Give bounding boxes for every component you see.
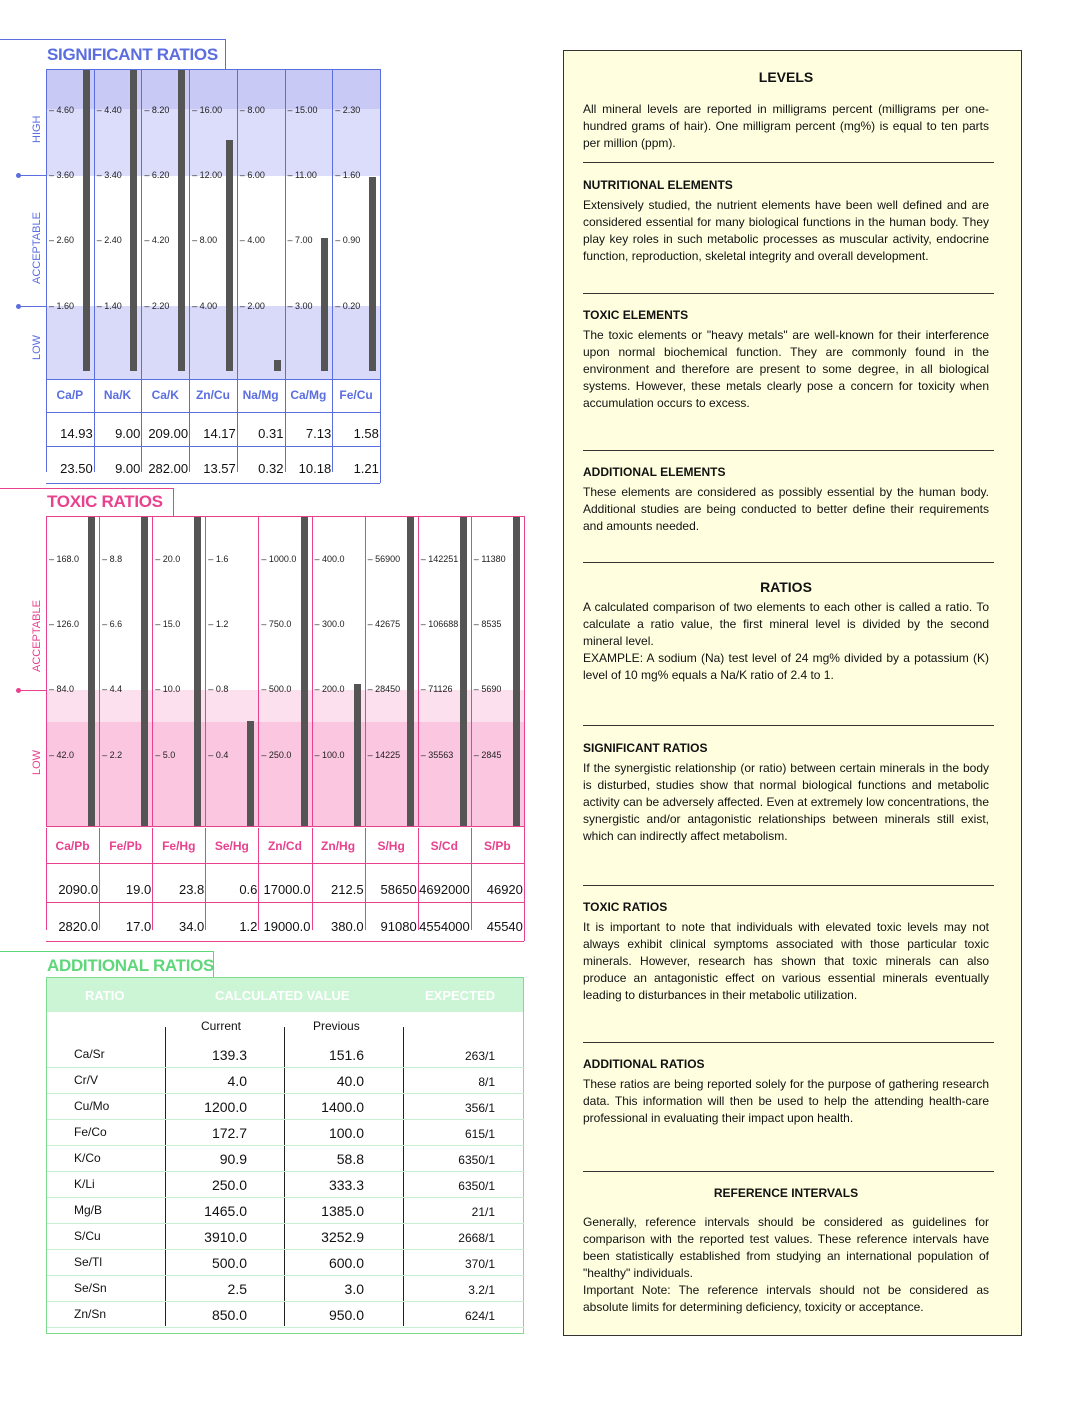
- category-label: Zn/Hg: [321, 839, 356, 853]
- category-label: Ca/Mg: [290, 388, 327, 402]
- ratio-bar: [301, 516, 308, 826]
- previous-value: 23.50: [60, 461, 93, 476]
- current-value: 500.0: [211, 1255, 247, 1271]
- reference-intervals-block: [583, 1214, 989, 1316]
- column-divider: [332, 69, 333, 379]
- previous-value: 40.0: [336, 1073, 364, 1089]
- current-value: 14.17: [203, 426, 236, 441]
- info-panel: [563, 50, 1022, 1336]
- additional-elements-title: ADDITIONAL ELEMENTS: [583, 465, 726, 479]
- previous-value: 151.6: [328, 1047, 364, 1063]
- expected-value: 624/1: [464, 1309, 495, 1323]
- high-zone: [46, 69, 380, 109]
- tox-title-underline: [0, 488, 173, 489]
- previous-value: 45540: [486, 919, 523, 934]
- tick-label: – 750.0: [261, 619, 292, 629]
- category-label: S/Pb: [484, 839, 511, 853]
- previous-value: 3252.9: [321, 1229, 364, 1245]
- subheader-current: Current: [201, 1019, 242, 1033]
- tick-label: – 11.00: [287, 170, 317, 180]
- sig-marker-lower: [18, 306, 46, 307]
- row-divider: [47, 1249, 524, 1250]
- significant-ratios-info-title: SIGNIFICANT RATIOS: [583, 741, 708, 755]
- low-zone-fade: [46, 690, 524, 722]
- tick-label: – 3.60: [49, 170, 75, 180]
- tox-zone-acceptable: ACCEPTABLE: [31, 600, 43, 672]
- expected-value: 6350/1: [458, 1179, 495, 1193]
- row-divider: [47, 1327, 524, 1328]
- row-divider: [47, 1171, 524, 1172]
- value-row-border: [46, 483, 380, 484]
- add-title-rightline: [213, 951, 214, 977]
- tick-label: – 1.60: [49, 301, 75, 311]
- additional-ratios-info-title: ADDITIONAL RATIOS: [583, 1057, 705, 1071]
- tick-label: – 12.00: [192, 170, 223, 180]
- value-divider: [46, 377, 47, 472]
- significant-ratios-text: If the synergistic relationship (or ratio) between certain minerals in the body is disturbed, studies show that normal biological functions and metabolic activity can be adversely affected. Even at extremely low concentrations, the synergistic and/or antagonistic relationships between minerals still exist, which can indirectly affect metabolism.: [583, 761, 989, 843]
- current-value: 23.8: [178, 882, 205, 897]
- toxic-ratios-block: [583, 900, 989, 1004]
- chart-bottom-border: [46, 379, 380, 380]
- nutritional-text: Extensively studied, the nutrient elements have been well defined and are considered essential for many biological functions in the human body. They play key roles in such metabolic processes as muscular activity, endocrine function, reproduction, skeletal integrity and overall development.: [583, 198, 989, 263]
- category-label: Fe/Hg: [162, 839, 196, 853]
- value-row-border: [46, 941, 524, 942]
- value-divider: [365, 828, 366, 930]
- divider: [583, 1171, 994, 1172]
- divider: [583, 293, 994, 294]
- reference-intervals-note: Important Note: The reference intervals should not be considered as absolute limits for determining deficiency, toxicity or acceptance.: [583, 1283, 989, 1314]
- tick-label: – 106688: [420, 619, 459, 629]
- tick-label: – 2.30: [335, 105, 361, 115]
- row-divider: [47, 1223, 524, 1224]
- current-value: 2090.0: [58, 882, 99, 897]
- row-divider: [47, 1197, 524, 1198]
- acceptable-zone: [46, 516, 524, 690]
- toxic-ratios-title: TOXIC RATIOS: [47, 492, 163, 511]
- tick-label: – 11380: [473, 554, 506, 564]
- value-divider: [189, 377, 190, 472]
- value-divider: [99, 828, 100, 930]
- tick-label: – 15.0: [155, 619, 181, 629]
- category-label: Zn/Cd: [267, 839, 302, 853]
- previous-value: 282.00: [148, 461, 189, 476]
- ratio-bar: [321, 238, 328, 371]
- ratio-bar: [141, 516, 148, 826]
- column-divider: [418, 516, 419, 826]
- tick-label: – 168.0: [49, 554, 80, 564]
- tick-label: – 2.40: [96, 235, 122, 245]
- tick-label: – 8.00: [239, 105, 265, 115]
- previous-value: 10.18: [298, 461, 332, 476]
- tick-label: – 84.0: [49, 684, 75, 694]
- additional-ratios-block: [583, 1057, 989, 1127]
- current-value: 172.7: [211, 1125, 247, 1141]
- previous-value: 3.0: [344, 1281, 364, 1297]
- tick-label: – 8.8: [102, 554, 123, 564]
- expected-value: 2668/1: [458, 1231, 495, 1245]
- tick-label: – 0.8: [208, 684, 229, 694]
- column-divider: [365, 516, 366, 826]
- row-divider: [47, 1145, 524, 1146]
- value-divider: [312, 828, 313, 930]
- previous-value: 34.0: [178, 919, 205, 934]
- previous-value: 1.2: [239, 919, 258, 934]
- current-value: 209.00: [148, 426, 189, 441]
- ratio-bar: [83, 69, 90, 371]
- current-value: 4692000: [419, 882, 470, 897]
- divider: [583, 725, 994, 726]
- tick-label: – 20.0: [155, 554, 181, 564]
- levels-text: All mineral levels are reported in milligrams percent (milligrams per one-hundred grams of hair). One milligram percent (mg%) is equal to ten parts per million (ppm).: [583, 102, 989, 150]
- tick-label: – 71126: [420, 684, 453, 694]
- low-zone: [46, 306, 380, 379]
- current-value: 7.13: [305, 426, 332, 441]
- value-divider: [94, 377, 95, 472]
- current-value: 46920: [486, 882, 523, 897]
- ratio-bar: [354, 684, 361, 826]
- current-value: 139.3: [211, 1047, 247, 1063]
- label-row-border: [46, 863, 524, 864]
- previous-value: 91080: [380, 919, 417, 934]
- nutritional-block: [583, 178, 989, 265]
- ratio-name: Zn/Sn: [74, 1307, 107, 1321]
- tick-label: – 16.00: [192, 105, 223, 115]
- ratio-bar: [513, 516, 520, 826]
- divider: [583, 450, 994, 451]
- expected-value: 21/1: [471, 1205, 495, 1219]
- ratio-bar: [369, 177, 376, 371]
- category-label: Ca/Pb: [55, 839, 90, 853]
- tick-label: – 4.00: [239, 235, 265, 245]
- category-label: Na/Mg: [242, 388, 279, 402]
- value-divider: [205, 828, 206, 930]
- tick-label: – 400.0: [314, 554, 345, 564]
- ratio-bar: [178, 69, 185, 371]
- ratio-bar: [407, 516, 414, 826]
- additional-ratios-text: These ratios are being reported solely for the purpose of gathering research data. This information will then be used to help the attending health-care professional in evaluating their impact upon health.: [583, 1077, 989, 1125]
- value-row-border: [46, 446, 380, 447]
- tick-label: – 35563: [420, 750, 454, 760]
- ratio-name: Fe/Co: [74, 1125, 107, 1139]
- ratio-bar: [247, 721, 254, 826]
- category-label: Fe/Pb: [109, 839, 142, 853]
- row-divider: [47, 1275, 524, 1276]
- tick-label: – 5690: [473, 684, 502, 694]
- current-value: 19.0: [125, 882, 152, 897]
- ratios-block: [583, 599, 989, 684]
- previous-value: 1400.0: [321, 1099, 364, 1115]
- tick-label: – 28450: [367, 684, 401, 694]
- tick-label: – 15.00: [287, 105, 318, 115]
- ratio-name: Cu/Mo: [74, 1099, 110, 1113]
- column-divider: [99, 516, 100, 826]
- column-divider: [285, 69, 286, 379]
- expected-value: 8/1: [478, 1075, 495, 1089]
- tick-label: – 200.0: [314, 684, 345, 694]
- chart-top-border: [46, 69, 380, 70]
- toxic-ratios-text: It is important to note that individuals with elevated toxic levels may not always exhibit clinical symptoms associated with those particular toxic minerals. However, research has shown that toxic minerals can also produce an antagonistic effect on various essential minerals eventually leading to disturbances in their metabolic utilization.: [583, 920, 989, 1002]
- column-divider: [312, 516, 313, 826]
- tick-label: – 7.00: [287, 235, 313, 245]
- toxic-elements-title: TOXIC ELEMENTS: [583, 308, 689, 322]
- current-value: 4.0: [227, 1073, 247, 1089]
- ratio-bar: [274, 360, 281, 371]
- expected-value: 370/1: [464, 1257, 495, 1271]
- tick-label: – 8535: [473, 619, 502, 629]
- current-value: 9.00: [115, 426, 141, 441]
- expected-value: 263/1: [464, 1049, 495, 1063]
- ratio-name: Ca/Sr: [74, 1047, 105, 1061]
- tick-label: – 6.00: [239, 170, 265, 180]
- ratios-title: RATIOS: [760, 579, 812, 595]
- divider: [583, 162, 994, 163]
- nutritional-title: NUTRITIONAL ELEMENTS: [583, 178, 733, 192]
- tick-label: – 8.00: [192, 235, 218, 245]
- tick-label: – 5.0: [155, 750, 176, 760]
- tick-label: – 1.60: [335, 170, 361, 180]
- column-divider: [258, 516, 259, 826]
- divider: [583, 562, 994, 563]
- levels-block: [583, 101, 989, 152]
- current-value: 90.9: [219, 1151, 247, 1167]
- sig-zone-low: LOW: [31, 334, 43, 360]
- previous-value: 333.3: [328, 1177, 364, 1193]
- tick-label: – 100.0: [314, 750, 345, 760]
- divider: [583, 885, 994, 886]
- tick-label: – 4.00: [192, 301, 218, 311]
- tick-label: – 2.20: [144, 301, 170, 311]
- tick-label: – 6.20: [144, 170, 170, 180]
- current-value: 250.0: [211, 1177, 247, 1193]
- tick-label: – 300.0: [314, 619, 345, 629]
- subheader-previous: Previous: [313, 1019, 360, 1033]
- current-value: 17000.0: [263, 882, 311, 897]
- add-title-underline: [0, 951, 213, 952]
- tick-label: – 142251: [420, 554, 459, 564]
- current-value: 0.6: [239, 882, 258, 897]
- category-label: S/Cd: [430, 839, 458, 853]
- toxic-elements-text: The toxic elements or "heavy metals" are well-known for their interference upon normal biochemical function. They are commonly found in the environment and therefore are present to some degree, in all biological systems. However, these metals clearly pose a concern for toxicity when accumulation occurs to excess.: [583, 328, 989, 410]
- low-zone: [46, 722, 524, 826]
- category-label: S/Hg: [377, 839, 405, 853]
- column-divider: [152, 516, 153, 826]
- value-divider: [285, 377, 286, 472]
- column-divider: [471, 516, 472, 826]
- tick-label: – 0.90: [335, 235, 361, 245]
- value-divider: [141, 377, 142, 472]
- row-divider: [47, 1301, 524, 1302]
- current-value: 2.5: [227, 1281, 247, 1297]
- ratio-name: Mg/B: [74, 1203, 103, 1217]
- ratio-name: K/Co: [74, 1151, 101, 1165]
- current-value: 1465.0: [204, 1203, 247, 1219]
- tick-label: – 2.00: [239, 301, 265, 311]
- ratio-bar: [460, 516, 467, 826]
- column-divider: [46, 516, 47, 826]
- previous-value: 100.0: [328, 1125, 364, 1141]
- tox-title-rightline: [173, 488, 174, 516]
- sig-title-underline: [0, 39, 225, 40]
- ratio-name: Se/Sn: [74, 1281, 107, 1295]
- row-divider: [47, 1067, 524, 1068]
- ratio-name: K/Li: [74, 1177, 95, 1191]
- additional-ratios-title: ADDITIONAL RATIOS: [47, 956, 215, 975]
- header-expected: EXPECTED: [425, 988, 496, 1003]
- ratio-name: Cr/V: [74, 1073, 98, 1087]
- category-label: Fe/Cu: [339, 388, 373, 402]
- tox-zone-low: LOW: [31, 749, 43, 775]
- tick-label: – 10.0: [155, 684, 181, 694]
- tick-label: – 4.4: [102, 684, 123, 694]
- category-label: Zn/Cu: [195, 388, 230, 402]
- chart-bottom-border: [46, 826, 524, 827]
- tick-label: – 4.20: [144, 235, 170, 245]
- category-label: Na/K: [103, 388, 132, 402]
- ratios-example: EXAMPLE: A sodium (Na) test level of 24 mg% divided by a potassium (K) level of 10 mg% equals a Na/K ratio of 2.4 to 1.: [583, 651, 989, 682]
- ratio-bar: [226, 140, 233, 371]
- row-divider: [47, 1119, 524, 1120]
- current-value: 850.0: [211, 1307, 247, 1323]
- category-label: Se/Hg: [214, 839, 249, 853]
- previous-value: 9.00: [115, 461, 141, 476]
- value-divider: [152, 828, 153, 930]
- reference-intervals-text: Generally, reference intervals should be considered as guidelines for comparison with the reported test values. These reference intervals have been statistically established from studying an international population of "healthy" individuals.: [583, 1215, 989, 1280]
- previous-value: 17.0: [125, 919, 152, 934]
- previous-value: 4554000: [419, 919, 470, 934]
- ratio-name: S/Cu: [74, 1229, 101, 1243]
- tick-label: – 250.0: [261, 750, 292, 760]
- tick-label: – 4.60: [49, 105, 75, 115]
- tick-label: – 3.40: [96, 170, 122, 180]
- toxic-ratios-info-title: TOXIC RATIOS: [583, 900, 668, 914]
- tick-label: – 6.6: [102, 619, 123, 629]
- tick-label: – 0.4: [208, 750, 229, 760]
- significant-ratios-chart: [46, 69, 380, 379]
- value-divider: [46, 828, 47, 930]
- expected-value: 615/1: [464, 1127, 495, 1141]
- label-row-border: [46, 412, 380, 413]
- header-ratio: RATIO: [85, 988, 125, 1003]
- significant-ratios-title: SIGNIFICANT RATIOS: [47, 45, 218, 64]
- tick-label: – 2845: [473, 750, 502, 760]
- value-divider: [237, 377, 238, 472]
- previous-value: 600.0: [328, 1255, 364, 1271]
- sig-marker-upper: [18, 175, 46, 176]
- previous-value: 380.0: [331, 919, 364, 934]
- tick-label: – 4.40: [96, 105, 122, 115]
- previous-value: 0.32: [258, 461, 284, 476]
- tick-label: – 56900: [367, 554, 401, 564]
- tick-label: – 0.20: [335, 301, 361, 311]
- tox-marker: [18, 690, 46, 691]
- tick-label: – 42.0: [49, 750, 75, 760]
- sig-zone-acceptable: ACCEPTABLE: [31, 212, 43, 284]
- column-divider: [237, 69, 238, 379]
- tick-label: – 1000.0: [261, 554, 297, 564]
- chart-right-border: [380, 69, 381, 483]
- expected-value: 356/1: [464, 1101, 495, 1115]
- column-divider: [189, 69, 190, 379]
- sig-marker-upper-dot: [16, 173, 21, 178]
- previous-value: 19000.0: [263, 919, 311, 934]
- previous-value: 1.21: [353, 461, 379, 476]
- column-divider: [94, 69, 95, 379]
- divider: [583, 1042, 994, 1043]
- current-value: 0.31: [258, 426, 284, 441]
- column-divider: [141, 69, 142, 379]
- value-divider: [332, 377, 333, 472]
- sig-marker-lower-dot: [16, 304, 21, 309]
- category-label: Ca/K: [151, 388, 179, 402]
- previous-value: 950.0: [328, 1307, 364, 1323]
- reference-intervals-title: REFERENCE INTERVALS: [713, 1186, 859, 1200]
- column-divider: [205, 516, 206, 826]
- value-divider: [418, 828, 419, 930]
- row-divider: [47, 1093, 524, 1094]
- tick-label: – 500.0: [261, 684, 292, 694]
- value-divider: [258, 828, 259, 930]
- previous-value: 58.8: [336, 1151, 364, 1167]
- tick-label: – 3.00: [287, 301, 313, 311]
- tick-label: – 14225: [367, 750, 401, 760]
- additional-elements-block: [583, 465, 989, 535]
- levels-title: LEVELS: [758, 69, 814, 85]
- chart-top-border: [46, 516, 524, 517]
- category-label: Ca/P: [56, 388, 84, 402]
- current-value: 1200.0: [204, 1099, 247, 1115]
- value-row-border: [46, 902, 524, 903]
- current-value: 58650: [380, 882, 417, 897]
- ratio-bar: [88, 516, 95, 826]
- tick-label: – 1.40: [96, 301, 122, 311]
- sig-zone-high: HIGH: [31, 115, 43, 143]
- tick-label: – 126.0: [49, 619, 80, 629]
- current-value: 3910.0: [204, 1229, 247, 1245]
- value-divider: [471, 828, 472, 930]
- tick-label: – 1.6: [208, 554, 229, 564]
- additional-elements-text: These elements are considered as possibly essential by the human body. Additional studies are being conducted to better define their requirements and amounts needed.: [583, 485, 989, 533]
- ratios-text: A calculated comparison of two elements to each other is called a ratio. To calculate a ratio value, the first mineral level is divided by the second mineral level.: [583, 600, 989, 648]
- tick-label: – 2.2: [102, 750, 123, 760]
- previous-value: 13.57: [203, 461, 236, 476]
- ratio-bar: [130, 69, 137, 371]
- expected-value: 3.2/1: [468, 1283, 495, 1297]
- toxic-elements-block: [583, 308, 989, 412]
- tick-label: – 42675: [367, 619, 401, 629]
- previous-value: 1385.0: [321, 1203, 364, 1219]
- ratio-name: Se/Tl: [74, 1255, 103, 1269]
- column-divider: [46, 69, 47, 379]
- expected-value: 6350/1: [458, 1153, 495, 1167]
- significant-ratios-block: [583, 741, 989, 845]
- high-zone-fade: [46, 109, 380, 176]
- current-value: 1.58: [353, 426, 379, 441]
- current-value: 14.93: [60, 426, 93, 441]
- current-value: 212.5: [331, 882, 364, 897]
- previous-value: 2820.0: [58, 919, 99, 934]
- tick-label: – 8.20: [144, 105, 170, 115]
- tox-marker-dot: [16, 688, 21, 693]
- sig-title-rightline: [225, 39, 226, 69]
- ratio-bar: [194, 516, 201, 826]
- tick-label: – 2.60: [49, 235, 75, 245]
- header-calculated: CALCULATED VALUE: [215, 988, 350, 1003]
- chart-right-border: [524, 516, 525, 941]
- tick-label: – 1.2: [208, 619, 229, 629]
- col-divider-3: [403, 1027, 404, 1326]
